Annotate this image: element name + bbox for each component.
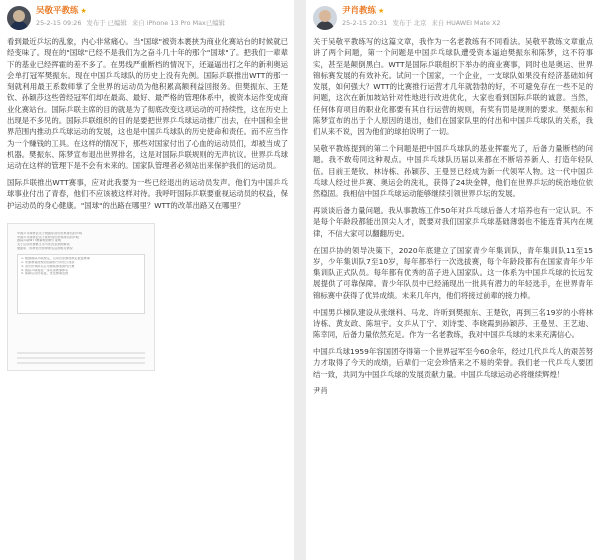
post-location: 发布于 北京 bbox=[392, 19, 427, 27]
author-name[interactable]: 吴敬平教练 bbox=[36, 6, 79, 16]
thumb-box-line: 1. 根据国际乒联规定，运动员需参加规定数量赛事 bbox=[21, 257, 90, 261]
post-paragraph: 看到最近乒坛的乱象，内心非常痛心。当"国球"被资本裹挟为商业化赛站台的时候就已经变味了。现在的"国球"已经不是我们为之奋斗几十年的那个"国球"了。把我们一辈辈下的基业已经挥霍的差不多了。在男线严重断档的情况下，还逼逼出打之年的新利奥运会单打冠军樊振东。现在中国乒乓球队的历史上没有先例。国际乒联推出WTT的那一刻就利用最王系数师掌了全世界的运动员为他积累高额利益回报务。但樊振东、王楚钦、孙颖莎这些曾经冠军们却在最高、最好、最严格的管理体系中，被资本运作变成商业化赛站台。国际乒联主席的目的就是为了彻底改变这项运动的可持续性，这在历史上出现是不多见的。国际乒联组织的目的是要把世界乒乓球运动推广出去，在中国和全世界范围内推动乒乓球运动的发展，这也是中国乒乓球队的历史使命和责任。而不应当作为一个赚钱的工具。在这样的情况下，那些对国家付出了心血的运动员们，却被当成了机器。樊振东、陈梦宣布退出世界排名，这是对国际乒联规则的无声抗议。世界乒乓球运动在这样的管理下是不会有未来的。国家队管理者必须站出来保护我们的运动员。 bbox=[7, 37, 288, 171]
thumb-line: 中国乒乓球协会关于樊振东退出世界排名的声明 bbox=[17, 231, 82, 235]
thumb-box-line: 5. 保障运动员权益，优化赛事安排 bbox=[21, 272, 69, 276]
thumb-line: 关于运动员参赛义务与处罚条款的解读 bbox=[17, 243, 70, 247]
post-time: 25-2-15 09:26 bbox=[36, 19, 82, 27]
thumb-row bbox=[17, 352, 145, 354]
post-body bbox=[7, 36, 288, 211]
thumb-box-line: 3. 退出世界排名后可继续参加国内比赛 bbox=[21, 264, 75, 268]
post-source: 来自 iPhone 13 Pro Max已编辑 bbox=[131, 19, 225, 27]
post-meta bbox=[342, 19, 503, 28]
post-paragraph: 吴敬平教练提到的第二个问题是把中国乒乓球队的基业挥霍光了，后备力量断档的问题。我不敢苟同这种观点。中国乒乓球队历届以来都在不断培养新人、打造年轻队伍。目前王楚钦、林诗栋、孙颖莎、王曼昱已经成为新一代领军人物。这一代中国乒乓球人经过世乒赛、奥运会的洗礼，获得了24块金牌，他们在世界乒坛的统治地位依然稳固。我相信中国乒乓球运动能够继续引领世界乒坛的发展。 bbox=[313, 144, 593, 199]
post-paragraph: 国际乒联推出WTT赛事，应对此我要为一些已经退出的运动员发声。他们为中国乒乓球事业付出了青春，他们不应该被这样对待。我呼吁国际乒联要重视运动员的权益，保护运动员的身心健康。"国球"的出路在哪里？WTT的改革出路又在哪里？ bbox=[7, 178, 288, 210]
post-paragraph: 关于吴敬平教练写的这篇文章，我作为一名老教练有不同看法。吴敬平教练文章重点讲了两个问题，第一个问题是中国乒乓球队遭受资本逼迫樊振东和陈梦，这不符事实，甚至是颠倒黑白。WTT是国际乒联组织下举办的商业赛事，同时也是奥运、世界锦标赛发展的有效补充。试问一个国家，一个企业，一支球队如果没有经济基础如何发展，如何强大？WTT的比赛推行运营才几年就勃勃的好，不可避免存在一些不足的问题，这次在新加坡站针对性地进行改进优化，大家也看到国际乒联的诚意。当然，任何体育项目的职业化都要有其自行运营的规则，有奖有罚是规则的要求。樊振东和陈梦宣布的出于个人原因的退出，他们在国家队里的付出和中国乒乓球队的关系，我们从来不说，因为他们的球拍说明了一切。 bbox=[313, 37, 593, 137]
post-edit-status: 发布于 已编辑 bbox=[86, 19, 127, 27]
thumb-rows bbox=[17, 349, 145, 364]
verified-badge-icon: ★ bbox=[378, 7, 385, 15]
attached-image[interactable] bbox=[7, 223, 155, 371]
post-header bbox=[313, 6, 593, 36]
thumb-row bbox=[17, 357, 145, 359]
post-signature: 尹肖 bbox=[313, 386, 328, 396]
post-meta bbox=[36, 19, 228, 28]
post-time: 25-2-15 20:31 bbox=[342, 19, 388, 27]
post-body bbox=[313, 36, 593, 397]
post-paragraph: 中国乒乓球1959年容国团夺得第一个世界冠军至今60余年，经过几代乒乓人的艰苦努力才取得了今天的成绩，后辈们一定会珍惜来之不易的荣誉。我们老一代乒乓人要团结一致，共同为中国乒乓球的发展贡献力量。中国乒乓球运动必将继续辉煌！ bbox=[313, 346, 593, 379]
thumb-notice-box bbox=[17, 254, 145, 314]
author-avatar[interactable] bbox=[313, 6, 337, 30]
post-paragraph: 在国乒协的领导决策下，2020年底建立了国家青少年集训队，青年集训队11至15岁，少年集训队7至10岁，每年都举行一次选拔赛，每个年龄段都有在国家青年少年集训队正式队员。每年都有优秀的苗子进入国家队。这一体系为中国乒乓球的长远发展提供了可靠保障。青少年队员中已经涌现出一批具有潜力的年轻选手，在世界青年锦标赛中获得了优异成绩。未来几年内，他们将接过前辈的接力棒。 bbox=[313, 245, 593, 300]
thumb-line: 国际乒联WTT赛事规则修订说明 bbox=[17, 239, 61, 243]
post-source: 来自 HUAWEI Mate X2 bbox=[431, 19, 501, 27]
author-name[interactable]: 尹肖教练 bbox=[342, 6, 377, 16]
verified-badge-icon: ★ bbox=[80, 7, 87, 15]
post-paragraph: 再谈谈后备力量问题。我从事教练工作50年对乒乓球后备人才培养也有一定认识。不是每个年龄段都能出顶尖人才，既要对我们国家乒乓球基础薄弱也不能连背其内在规律，不信大家可以翻翻历史。 bbox=[313, 206, 593, 238]
thumb-row bbox=[17, 362, 145, 364]
thumb-box-line: 2. 未参赛将按规则扣除积分并处以罚款 bbox=[21, 261, 75, 265]
author-avatar[interactable] bbox=[7, 6, 31, 30]
thumb-box-line: 4. 国际乒联将进一步完善赛事体系 bbox=[21, 268, 69, 272]
thumb-line: 中国乒乓球协会关于陈梦退出世界排名的声明 bbox=[17, 235, 79, 239]
post-card-right bbox=[306, 0, 600, 560]
post-paragraph: 中国男乒梯队建设从张继科、马龙、许昕到樊振东、王楚钦，再到三名19岁的小将林诗栋、黄友政、陈垣宇。女乒从丁宁、刘诗雯、李晓霞到孙颖莎、王曼昱、王艺迪、陈幸同，后备力量依然充足。作为一名老教练，我对中国乒乓球的未来充满信心。 bbox=[313, 307, 593, 340]
post-card-left bbox=[0, 0, 294, 560]
post-header bbox=[7, 6, 288, 36]
thumb-line: 樊振东、陈梦退出世界排名后的相关情况 bbox=[17, 246, 73, 250]
